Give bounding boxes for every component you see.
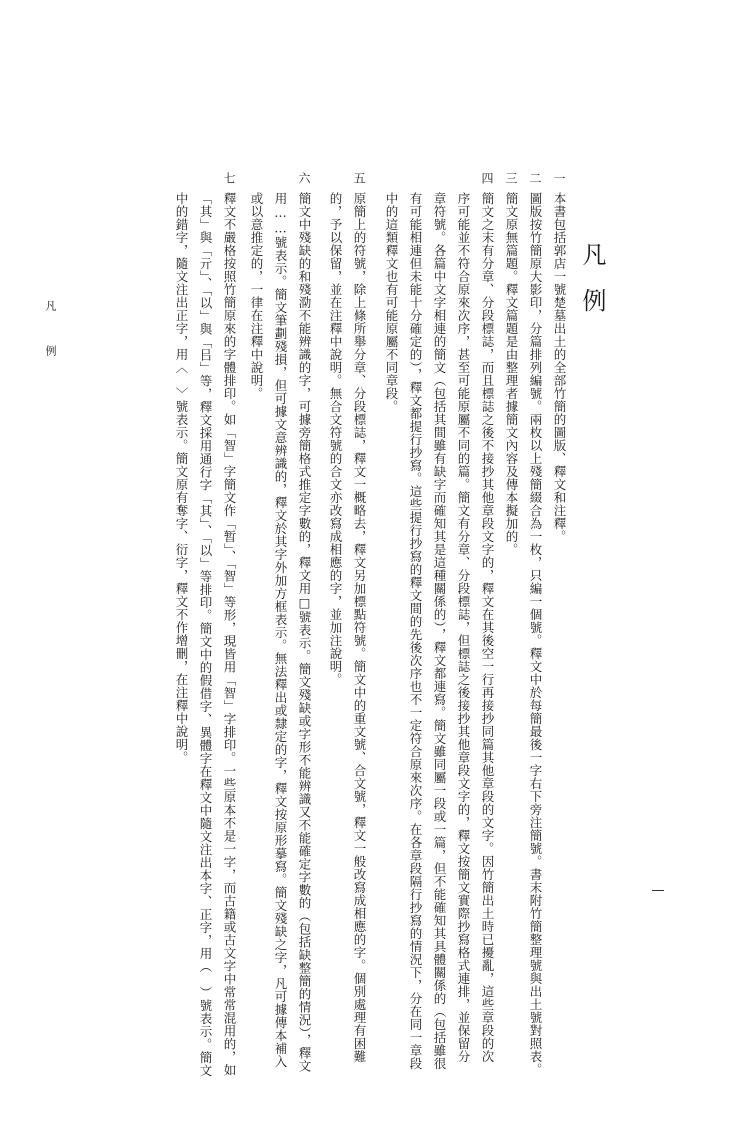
item-line: 用……號表示。簡文筆劃殘損，但可據文意辨識的，釋文於其字外加方框表示。無法釋出或隸定的字，釋文按原形摹寫。簡文殘缺之字，凡可據傳本補入	[273, 192, 288, 1068]
item-line: 或以意推定的，一律在注釋中說明。	[249, 192, 264, 400]
item-number: 四	[480, 172, 494, 185]
item-number: 七	[222, 172, 236, 185]
item-line: 序可能並不符合原來次序，甚至可能原屬不同的篇。簡文有分章、分段標誌，但標誌之後接抄其他章段文字的，釋文按簡文實際抄寫格式連排，並保留分	[456, 192, 471, 1063]
item-line: 中的錯字，隨文注出正字，用〈 〉號表示。簡文原有奪字、衍字，釋文不作增刪，在注釋中說明。	[174, 192, 189, 764]
item-line: 簡文原無篇題。釋文篇題是由整理者據簡文內容及傳本擬加的。	[504, 192, 519, 556]
marginal-label: 凡例	[44, 300, 57, 390]
item-number: 六	[297, 172, 311, 185]
folio-mark	[652, 890, 664, 891]
item-line: 「其」與「亓」、「以」與「㠯」等，釋文採用通行字「其」、「以」等排印。簡文中的假借字、異體字在釋文中隨文注出本字、正字，用（ ）號表示。簡文	[198, 192, 213, 1077]
item-line: 原簡上的符號，除上條所舉分章、分段標誌，釋文一概略去，釋文另加標點符號。簡文中的重文號、合文號，釋文一般改寫成相應的字。個別處理有困難	[352, 192, 367, 1063]
page-title: 凡例	[578, 242, 606, 334]
item-line: 的，予以保留，並在注釋中說明。無合文符號的合文亦改寫成相應的字，並加注說明。	[328, 192, 343, 686]
item-line: 有可能相連但未能十分確定的），釋文都提行抄寫。這些提行抄寫的釋文間的先後次序也不一定符合原來次序。在各章段隔行抄寫的情況下，分在同一章段	[408, 192, 423, 1070]
item-line: 簡文中殘缺的和殘泐不能辨識的字，可據旁簡格式推定字數的，釋文用□號表示。簡文殘缺或字形不能辨識又不能確定字數的（包括缺整簡的情況），釋文	[297, 192, 312, 1073]
item-number: 五	[352, 172, 366, 185]
item-number: 一	[552, 172, 566, 185]
item-line: 釋文不嚴格按照竹簡原來的字體排印。如「智」字簡文作「暂」、「智」等形，現皆用「智」字排印。一些原本不是一字，而古籍或古文字中常常混用的，如	[222, 192, 237, 1077]
item-line: 簡文之末有分章、分段標誌，而且標誌之後不接抄其他章段文字的，釋文在其後空一行再接抄同篇其他章段的文字。因竹簡出土時已擾亂，這些章段的次	[480, 192, 495, 1063]
item-number: 二	[528, 172, 542, 185]
item-line: 圖版按竹簡原大影印，分篇排列編號。兩枚以上殘簡綴合為一枚，只編一個號。釋文中於每簡最後一字右下旁注簡號。書末附竹簡整理號與出土號對照表。	[528, 192, 543, 1076]
item-line: 本書包括郭店一號楚墓出土的全部竹簡的圖版、釋文和注釋。	[552, 192, 567, 543]
item-line: 中的這類釋文也有可能原屬不同章段。	[384, 192, 399, 413]
item-number: 三	[504, 172, 518, 185]
item-line: 章符號。各篇中文字相連的簡文（包括其間雖有缺字而確知其是這種關係的），釋文都連寫。簡文雖同屬一段或一篇，但不能確知其具體關係的（包括雖很	[432, 192, 447, 1070]
